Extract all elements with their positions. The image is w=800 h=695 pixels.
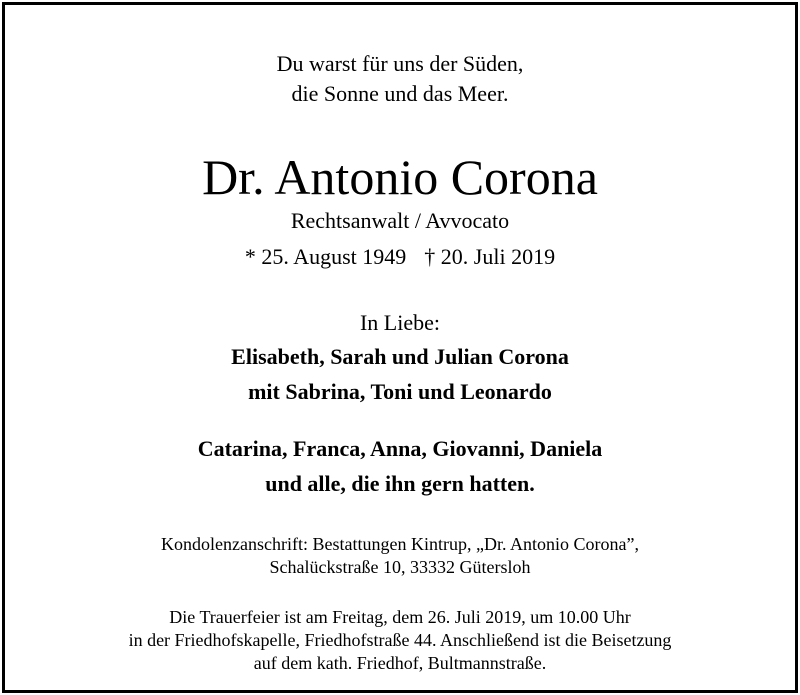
deceased-name: Dr. Antonio Corona [202, 149, 598, 205]
mourners-intro: In Liebe: [359, 310, 441, 335]
quote-line-2: die Sonne und das Meer. [291, 81, 509, 106]
birth-date: * 25. August 1949 [244, 244, 407, 269]
profession: Rechtsanwalt / Avvocato [290, 208, 510, 233]
condolence-line-2: Schalückstraße 10, 33332 Gütersloh [269, 557, 531, 577]
obituary-frame [2, 2, 798, 693]
mourners-line-2: mit Sabrina, Toni und Leonardo [248, 379, 552, 404]
ceremony-line-2: in der Friedhofskapelle, Friedhofstraße 44. Anschließend ist die Beisetzung [128, 630, 672, 650]
life-dates [5, 246, 795, 268]
ceremony-line-3: auf dem kath. Friedhof, Bultmannstraße. [253, 653, 547, 673]
ceremony-line-1: Die Trauerfeier ist am Freitag, dem 26. Juli 2019, um 10.00 Uhr [169, 607, 631, 627]
condolence-line-1: Kondolenzanschrift: Bestattungen Kintrup, „Dr. Antonio Corona”, [161, 534, 639, 554]
mourners-line-3: Catarina, Franca, Anna, Giovanni, Daniela [197, 436, 603, 461]
quote-line-1: Du warst für uns der Süden, [276, 51, 524, 76]
death-date: † 20. Juli 2019 [424, 244, 556, 269]
mourners-line-1: Elisabeth, Sarah und Julian Corona [231, 344, 569, 369]
mourners-line-4: und alle, die ihn gern hatten. [265, 471, 535, 496]
